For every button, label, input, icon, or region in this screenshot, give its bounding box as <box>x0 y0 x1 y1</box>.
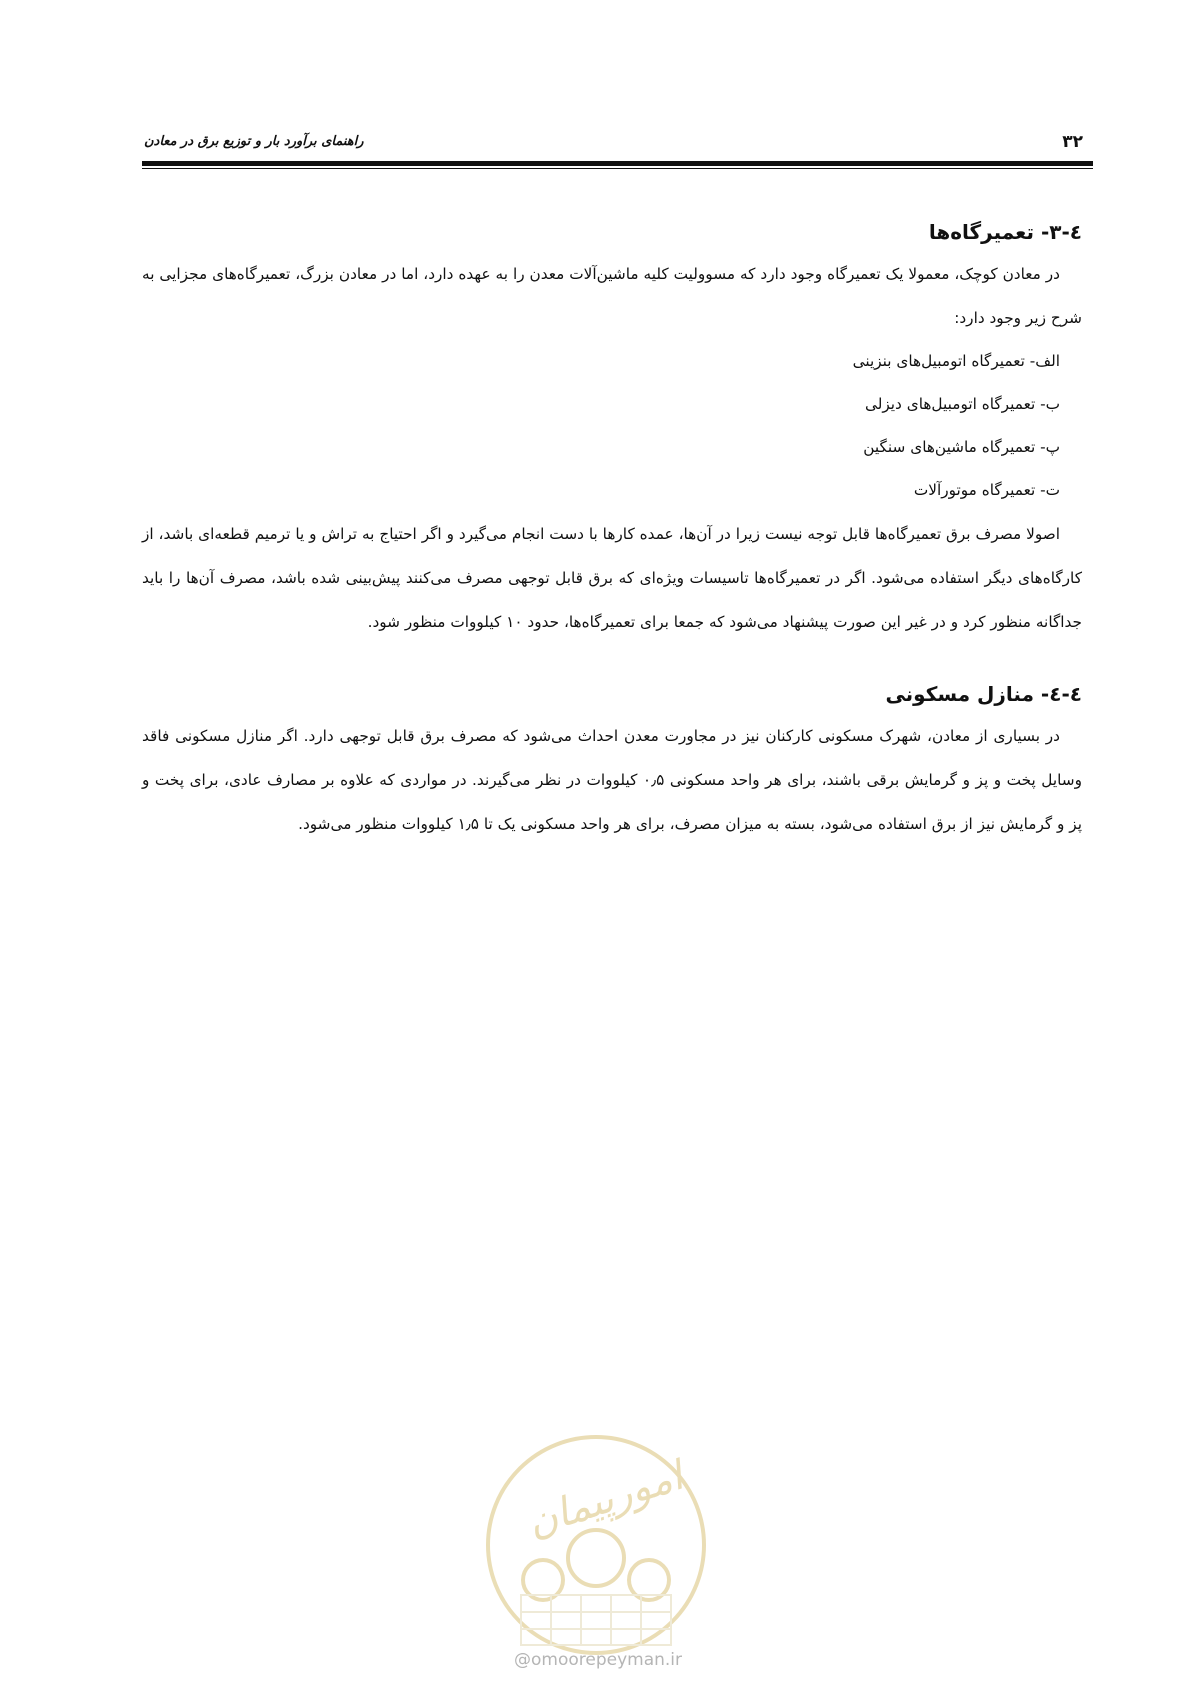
section-intro-paragraph: در معادن کوچک، معمولا یک تعمیرگاه وجود دارد که مسوولیت کلیه ماشین‌آلات معدن را به عهده دارد، اما در معادن بزرگ، تعمیرگاه‌های مجزایی به شرح زیر وجود دارد: <box>142 265 1082 327</box>
page-header <box>142 128 1093 158</box>
section-heading-residential: ٤-٤- منازل مسکونی <box>885 682 1082 706</box>
header-rule-thick <box>142 161 1093 166</box>
list-item: ب- تعمیرگاه اتومبیل‌های دیزلی <box>864 395 1060 413</box>
watermark-url: @omoorepeyman.ir <box>513 1650 683 1670</box>
list-item: پ- تعمیرگاه ماشین‌های سنگین <box>863 438 1060 456</box>
section-heading-workshops: ٤-٣- تعمیرگاه‌ها <box>928 220 1082 244</box>
header-rule-thin <box>142 168 1093 169</box>
page-number: ۳۲ <box>1062 132 1083 152</box>
residential-paragraph: در بسیاری از معادن، شهرک مسکونی کارکنان نیز در مجاورت معدن احداث می‌شود که مصرف برق قابل توجهی دارد. اگر منازل مسکونی فاقد وسایل پخت و پز و گرمایش برقی باشند، برای هر واحد مسکونی ۰٫۵ کیلووات در نظر می‌گیرند. در مواردی که علاوه بر مصارف عادی، برای پخت و پز و گرمایش نیز از برق استفاده می‌شود، بسته به میزان مصرف، برای هر واحد مسکونی یک تا ۱٫۵ کیلووات منظور می‌شود. <box>142 727 1083 833</box>
list-item: ت- تعمیرگاه موتورآلات <box>913 481 1060 499</box>
watermark-logo <box>481 1430 711 1660</box>
list-item: الف- تعمیرگاه اتومبیل‌های بنزینی <box>852 352 1060 370</box>
workshop-list <box>142 340 1082 512</box>
main-content <box>142 212 1082 846</box>
running-title: راهنمای برآورد بار و توزیع برق در معادن <box>144 134 364 149</box>
svg-text:امورپیمان: امورپیمان <box>521 1452 689 1547</box>
section-body-paragraph: اصولا مصرف برق تعمیرگاه‌ها قابل توجه نیست زیرا در آن‌ها، عمده کارها با دست انجام می‌گیرد و اگر احتیاج به تراش و یا ترمیم قطعه‌ای باشد، از کارگاه‌های دیگر استفاده می‌شود. اگر در تعمیرگاه‌ها تاسیسات ویژه‌ای که برق قابل توجهی مصرف می‌کنند پیش‌بینی شده باشد، مصرف آن‌ها را باید جداگانه منظور کرد و در غیر این صورت پیشنهاد می‌شود که جمعا برای تعمیرگاه‌ها، حدود ۱۰ کیلووات منظور شود. <box>142 525 1082 631</box>
